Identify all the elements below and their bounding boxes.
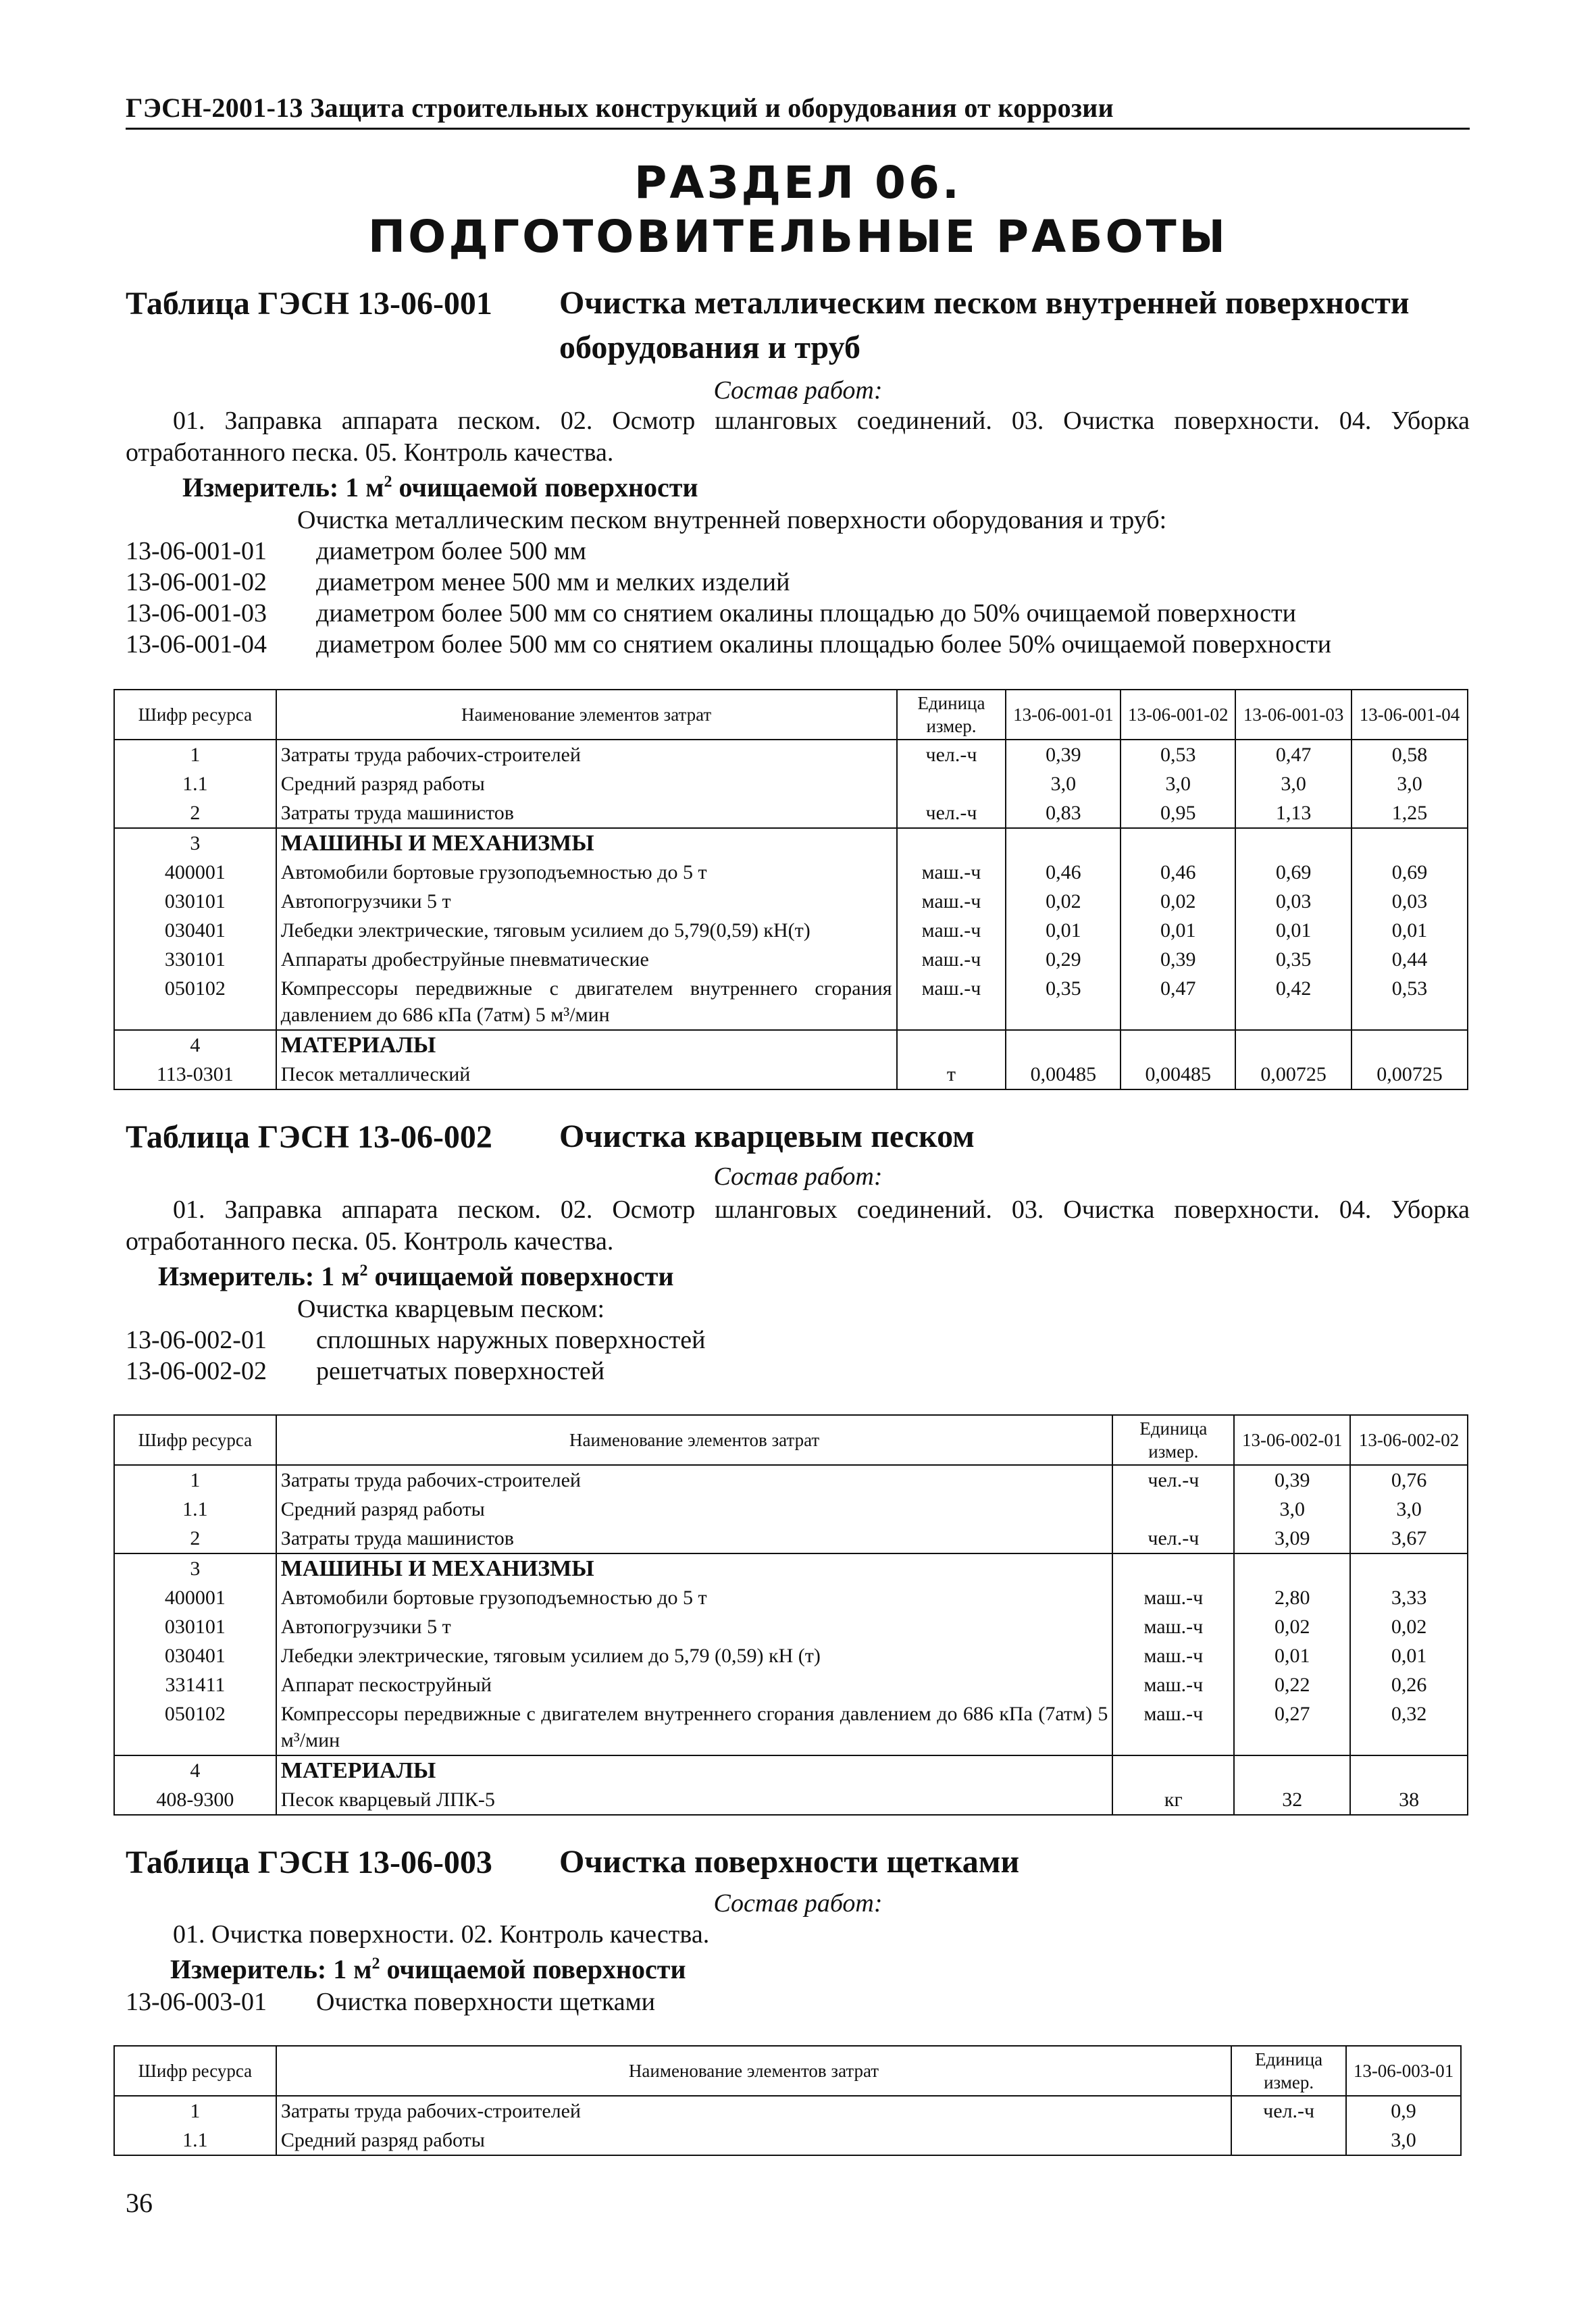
cell-name: Средний разряд работы [276,1495,1113,1524]
cell-value: 0,00725 [1235,1060,1352,1089]
table-row [114,1524,1468,1553]
cell-value: 3,33 [1350,1583,1468,1612]
cell-unit: маш.-ч [897,974,1006,1030]
cell-code: 030401 [114,1641,276,1670]
cell-name: Компрессоры передвижные с двигателем внутреннего сгорания давлением до 686 кПа (7атм) 5 м³/мин [276,974,897,1030]
table1-code: Таблица ГЭСН 13-06-001 [126,286,492,322]
cell-value: 0,35 [1006,974,1121,1030]
table2-name: Очистка кварцевым песком [559,1119,975,1154]
table-header-row [114,690,1468,740]
cell-name: Песок металлический [276,1060,897,1089]
table-row [114,1495,1468,1524]
header-code: Шифр ресурса [114,1415,276,1465]
table-row [114,1060,1468,1089]
running-header: ГЭСН-2001-13 Защита строительных конструкций и оборудования от коррозии [126,92,1470,130]
table2-composition: 01. Заправка аппарата песком. 02. Осмотр шланговых соединений. 03. Очистка поверхности. 04. Уборка отработанного песка. 05. Контроль качества. [126,1195,1470,1256]
table1-item-text: диаметром более 500 мм со снятием окалины площадью до 50% очищаемой поверхности [316,599,1296,627]
cell-value: 0,32 [1350,1699,1468,1755]
cell-unit: маш.-ч [1112,1670,1234,1699]
table-row [114,1583,1468,1612]
header-norm-col: 13-06-002-01 [1234,1415,1350,1465]
cell-value: 0,00485 [1121,1060,1235,1089]
cell-value: 0,44 [1352,945,1468,974]
cell-value: 0,01 [1121,916,1235,945]
cell-value: 0,95 [1121,798,1235,828]
cell-value: 1,13 [1235,798,1352,828]
cell-name: Лебедки электрические, тяговым усилием до 5,79 (0,59) кН (т) [276,1641,1113,1670]
cell-value: 0,83 [1006,798,1121,828]
cell-value: 0,69 [1352,858,1468,887]
header-unit: Единица измер. [1231,2046,1346,2096]
table-row [114,1755,1468,1785]
cell-code: 1.1 [114,2126,276,2155]
table2-code: Таблица ГЭСН 13-06-002 [126,1119,492,1155]
table1-item-text: диаметром более 500 мм [316,537,586,565]
table-header-row [114,2046,1461,2096]
cell-code: 1 [114,740,276,769]
table2-group-title: Очистка кварцевым песком: [297,1295,605,1323]
cell-code: 4 [114,1755,276,1785]
cell-unit [1112,1495,1234,1524]
cell-unit: чел.-ч [1231,2096,1346,2126]
table1-grid [113,689,1468,1090]
cell-code: 331411 [114,1670,276,1699]
cell-value: 0,26 [1350,1670,1468,1699]
header-norm-col: 13-06-001-01 [1006,690,1121,740]
cell-value: 0,39 [1121,945,1235,974]
cell-code: 1 [114,1465,276,1495]
cell-code: 113-0301 [114,1060,276,1089]
cell-code: 2 [114,798,276,828]
table1-meter: Измеритель: 1 $м^2$ очищаемой поверхности [182,472,698,503]
table1-item-text: диаметром более 500 мм со снятием окалины площадью более 50% очищаемой поверхности [316,630,1332,659]
cell-value: 0,02 [1350,1612,1468,1641]
cell-unit: маш.-ч [897,916,1006,945]
table-row [114,1641,1468,1670]
cell-name: Затраты труда рабочих-строителей [276,740,897,769]
cell-code: 2 [114,1524,276,1553]
cell-value: 0,35 [1235,945,1352,974]
cell-name: Средний разряд работы [276,2126,1231,2155]
table-row [114,945,1468,974]
cell-value: 3,0 [1235,769,1352,798]
cell-name: Автопогрузчики 5 т [276,887,897,916]
table3-composition: 01. Очистка поверхности. 02. Контроль качества. [173,1920,710,1949]
table2-item-text: сплошных наружных поверхностей [316,1326,706,1354]
table1-item-code: 13-06-001-03 [126,599,267,627]
cell-name: Аппараты дробеструйные пневматические [276,945,897,974]
cell-value: 0,01 [1352,916,1468,945]
table-row [114,798,1468,828]
header-name: Наименование элементов затрат [276,1415,1113,1465]
table2-composition-label: Состав работ: [713,1162,883,1191]
cell-value: 3,0 [1121,769,1235,798]
cell-value: 0,76 [1350,1465,1468,1495]
cell-value: 3,0 [1352,769,1468,798]
cell-value: 0,69 [1235,858,1352,887]
cell-value: 0,03 [1352,887,1468,916]
cell-value: 0,29 [1006,945,1121,974]
table-row [114,1699,1468,1755]
cell-value: 38 [1350,1785,1468,1815]
cell-value: 0,53 [1352,974,1468,1030]
cell-value: 0,27 [1234,1699,1350,1755]
cell-value: 32 [1234,1785,1350,1815]
header-name: Наименование элементов затрат [276,2046,1231,2096]
cell-value: 0,00485 [1006,1060,1121,1089]
cell-value: 3,67 [1350,1524,1468,1553]
table2-grid [113,1414,1468,1816]
cell-value: 0,02 [1234,1612,1350,1641]
cell-unit: маш.-ч [1112,1583,1234,1612]
cell-unit: т [897,1060,1006,1089]
cell-value: 0,01 [1350,1641,1468,1670]
cell-name: Автомобили бортовые грузоподъемностью до 5 т [276,858,897,887]
cell-name: Песок кварцевый ЛПК-5 [276,1785,1113,1815]
cell-value: 0,02 [1006,887,1121,916]
table3-code: Таблица ГЭСН 13-06-003 [126,1845,492,1880]
header-norm-col: 13-06-002-02 [1350,1415,1468,1465]
cell-code: 050102 [114,1699,276,1755]
cell-code: 030101 [114,887,276,916]
cell-unit: маш.-ч [1112,1699,1234,1755]
table1-item-text: диаметром менее 500 мм и мелких изделий [316,568,790,596]
cell-code: 1.1 [114,769,276,798]
cell-value: 0,47 [1121,974,1235,1030]
header-name: Наименование элементов затрат [276,690,897,740]
table-row [114,828,1468,858]
table-row [114,1553,1468,1583]
cell-code: 1 [114,2096,276,2126]
cell-group-name: МАШИНЫ И МЕХАНИЗМЫ [276,1553,1113,1583]
cell-group-name: МАШИНЫ И МЕХАНИЗМЫ [276,828,897,858]
table1-composition: 01. Заправка аппарата песком. 02. Осмотр шланговых соединений. 03. Очистка поверхности. 04. Уборка отработанного песка. 05. Контроль качества. [126,407,1470,467]
cell-unit: маш.-ч [1112,1612,1234,1641]
cell-name: Затраты труда рабочих-строителей [276,1465,1113,1495]
table-header-row [114,1415,1468,1465]
table2-item-text: решетчатых поверхностей [316,1357,605,1385]
cell-value: 0,01 [1234,1641,1350,1670]
cell-value: 0,03 [1235,887,1352,916]
cell-value: 0,22 [1234,1670,1350,1699]
cell-name: Затраты труда машинистов [276,798,897,828]
cell-name: Затраты труда машинистов [276,1524,1113,1553]
cell-value: 0,53 [1121,740,1235,769]
section-title-line1: РАЗДЕЛ 06. [634,157,962,209]
table3-meter: Измеритель: 1 $м^2$ очищаемой поверхности [170,1954,686,1984]
cell-value: 0,47 [1235,740,1352,769]
cell-unit: маш.-ч [897,887,1006,916]
cell-value: 3,0 [1346,2126,1461,2155]
section-title-line2: ПОДГОТОВИТЕЛЬНЫЕ РАБОТЫ [367,211,1229,263]
cell-name: Автомобили бортовые грузоподъемностью до 5 т [276,1583,1113,1612]
header-unit: Единица измер. [897,690,1006,740]
table-row [114,1670,1468,1699]
cell-unit: чел.-ч [897,798,1006,828]
cell-name: Затраты труда рабочих-строителей [276,2096,1231,2126]
table1-item-code: 13-06-001-02 [126,568,267,596]
cell-value: 1,25 [1352,798,1468,828]
cell-name: Лебедки электрические, тяговым усилием до 5,79(0,59) кН(т) [276,916,897,945]
table-row [114,858,1468,887]
cell-group-name: МАТЕРИАЛЫ [276,1030,897,1060]
cell-value: 3,09 [1234,1524,1350,1553]
cell-code: 400001 [114,1583,276,1612]
table1-item-code: 13-06-001-01 [126,537,267,565]
header-code: Шифр ресурса [114,690,276,740]
page-number: 36 [126,2188,153,2218]
table-row [114,887,1468,916]
cell-code: 330101 [114,945,276,974]
table-row [114,1785,1468,1815]
cell-value: 0,01 [1235,916,1352,945]
header-norm-col: 13-06-001-03 [1235,690,1352,740]
cell-code: 3 [114,828,276,858]
cell-code: 4 [114,1030,276,1060]
header-norm-col: 13-06-001-02 [1121,690,1235,740]
table1-composition-label: Состав работ: [713,376,883,405]
cell-unit: чел.-ч [897,740,1006,769]
cell-value: 0,02 [1121,887,1235,916]
cell-code: 1.1 [114,1495,276,1524]
table-row [114,1612,1468,1641]
cell-unit: чел.-ч [1112,1524,1234,1553]
cell-unit: кг [1112,1785,1234,1815]
cell-name: Аппарат пескоструйный [276,1670,1113,1699]
table3-grid [113,2045,1462,2156]
header-norm-col: 13-06-003-01 [1346,2046,1461,2096]
cell-unit: маш.-ч [1112,1641,1234,1670]
cell-unit: чел.-ч [1112,1465,1234,1495]
table2-item-code: 13-06-002-01 [126,1326,267,1354]
cell-value: 0,01 [1006,916,1121,945]
cell-value: 0,39 [1234,1465,1350,1495]
cell-unit [1231,2126,1346,2155]
table3-item-code: 13-06-003-01 [126,1988,267,2016]
cell-value: 0,00725 [1352,1060,1468,1089]
cell-value: 3,0 [1006,769,1121,798]
table-row [114,2126,1461,2155]
cell-name: Средний разряд работы [276,769,897,798]
table3-name: Очистка поверхности щетками [559,1844,1020,1880]
table1-item-code: 13-06-001-04 [126,630,267,659]
cell-value: 0,46 [1006,858,1121,887]
cell-code: 030401 [114,916,276,945]
table1-name: Очистка металлическим песком внутренней поверхности оборудования и труб [559,285,1410,365]
table-row [114,769,1468,798]
header-code: Шифр ресурса [114,2046,276,2096]
table-row [114,1030,1468,1060]
cell-code: 408-9300 [114,1785,276,1815]
cell-value: 3,0 [1350,1495,1468,1524]
table3-item-text: Очистка поверхности щетками [316,1988,655,2016]
table-row [114,916,1468,945]
cell-unit: маш.-ч [897,945,1006,974]
table-row [114,740,1468,769]
table2-meter: Измеритель: 1 $м^2$ очищаемой поверхности [158,1261,674,1291]
cell-name: Автопогрузчики 5 т [276,1612,1113,1641]
table2-item-code: 13-06-002-02 [126,1357,267,1385]
cell-code: 400001 [114,858,276,887]
cell-code: 050102 [114,974,276,1030]
cell-name: Компрессоры передвижные с двигателем внутреннего сгорания давлением до 686 кПа (7атм) 5 м³/мин [276,1699,1113,1755]
cell-group-name: МАТЕРИАЛЫ [276,1755,1113,1785]
cell-unit: маш.-ч [897,858,1006,887]
cell-value: 0,46 [1121,858,1235,887]
header-norm-col: 13-06-001-04 [1352,690,1468,740]
cell-value: 3,0 [1234,1495,1350,1524]
cell-value: 0,9 [1346,2096,1461,2126]
cell-code: 3 [114,1553,276,1583]
table1-group-title: Очистка металлическим песком внутренней поверхности оборудования и труб: [297,506,1167,534]
cell-value: 0,39 [1006,740,1121,769]
header-unit: Единица измер. [1112,1415,1234,1465]
table-row [114,2096,1461,2126]
cell-value: 2,80 [1234,1583,1350,1612]
table-row [114,974,1468,1030]
table-row [114,1465,1468,1495]
cell-code: 030101 [114,1612,276,1641]
table3-composition-label: Состав работ: [713,1889,883,1918]
cell-unit [897,769,1006,798]
cell-value: 0,42 [1235,974,1352,1030]
cell-value: 0,58 [1352,740,1468,769]
